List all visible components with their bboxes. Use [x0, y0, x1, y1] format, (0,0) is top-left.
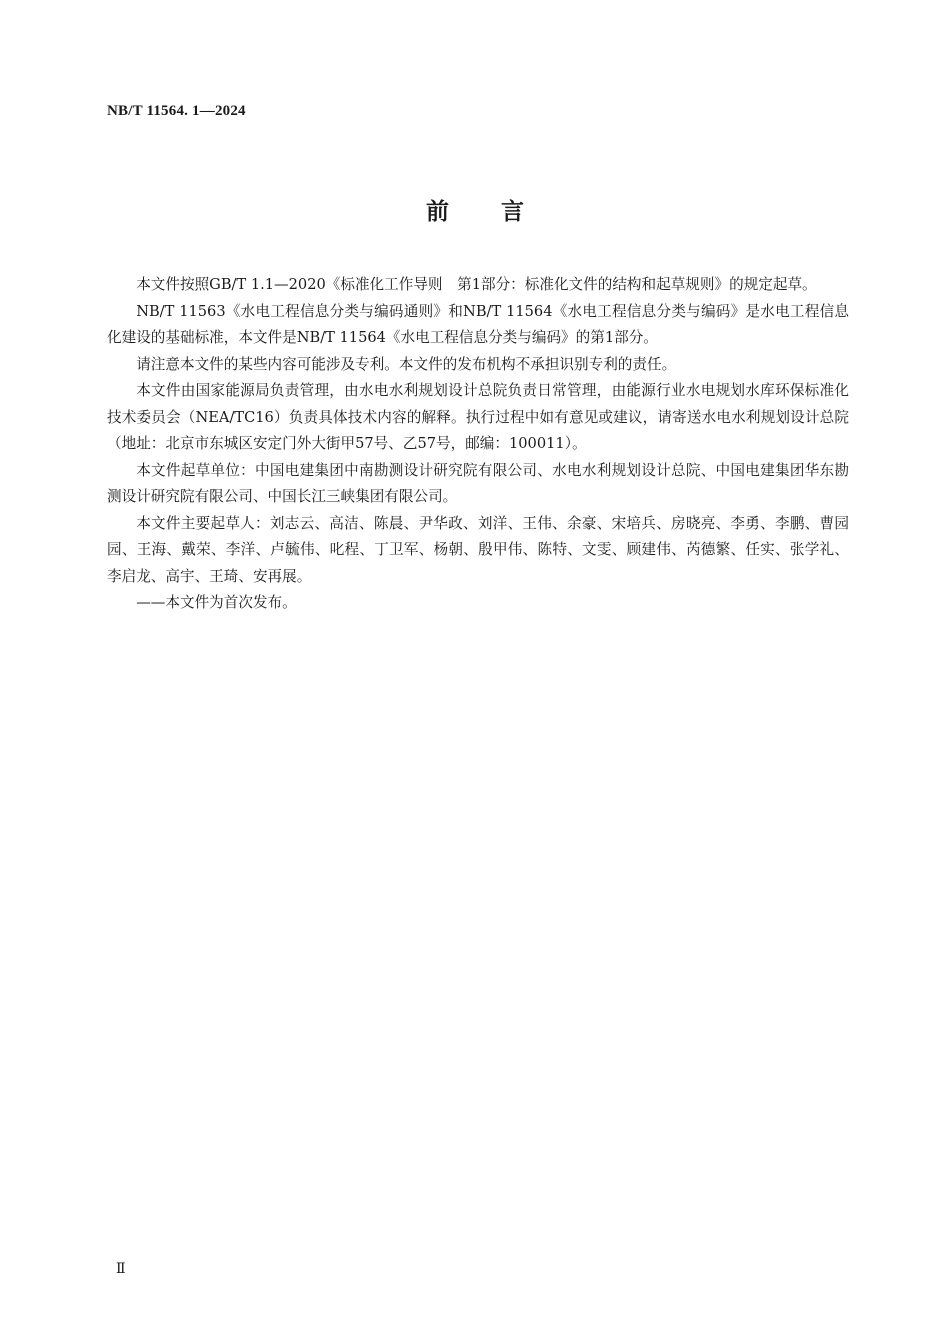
standard-number: NB/T 11564. 1—2024 [107, 103, 246, 119]
paragraph-patent-notice: 请注意本文件的某些内容可能涉及专利。本文件的发布机构不承担识别专利的责任。 [136, 355, 677, 373]
page-number: Ⅱ [116, 1262, 126, 1277]
paragraph-drafters: 本文件主要起草人：刘志云、高洁、陈晨、尹华政、刘洋、王伟、余豪、宋培兵、房晓亮、李勇、李鹏、曹园园、王海、戴荣、李洋、卢毓伟、叱程、丁卫军、杨朝、殷甲伟、陈特、文雯、顾建伟、芮德繁、任实、张学礼、李启龙、高宇、王琦、安再展。 [107, 514, 849, 585]
paragraph-standard-series: NB/T 11563《水电工程信息分类与编码通则》和NB/T 11564《水电工程信息分类与编码》是水电工程信息化建设的基础标准，本文件是NB/T 11564《水电工程信息分类与编码》的第1部分。 [107, 302, 849, 346]
foreword-body [107, 272, 849, 617]
paragraph-drafting-units: 本文件起草单位：中国电建集团中南勘测设计研究院有限公司、水电水利规划设计总院、中国电建集团华东勘测设计研究院有限公司、中国长江三峡集团有限公司。 [107, 461, 849, 505]
paragraph-first-release: ——本文件为首次发布。 [136, 594, 297, 611]
paragraph-management: 本文件由国家能源局负责管理，由水电水利规划设计总院负责日常管理，由能源行业水电规划水库环保标准化技术委员会（NEA/TC16）负责具体技术内容的解释。执行过程中如有意见或建议，请寄送水电水利规划设计总院（地址：北京市东城区安定门外大街甲57号、乙57号，邮编：100011）。 [107, 382, 849, 452]
paragraph-drafting-rules: 本文件按照GB/T 1.1—2020《标准化工作导则 第1部分：标准化文件的结构和起草规则》的规定起草。 [136, 276, 817, 293]
page-title: 前言 [426, 199, 576, 225]
